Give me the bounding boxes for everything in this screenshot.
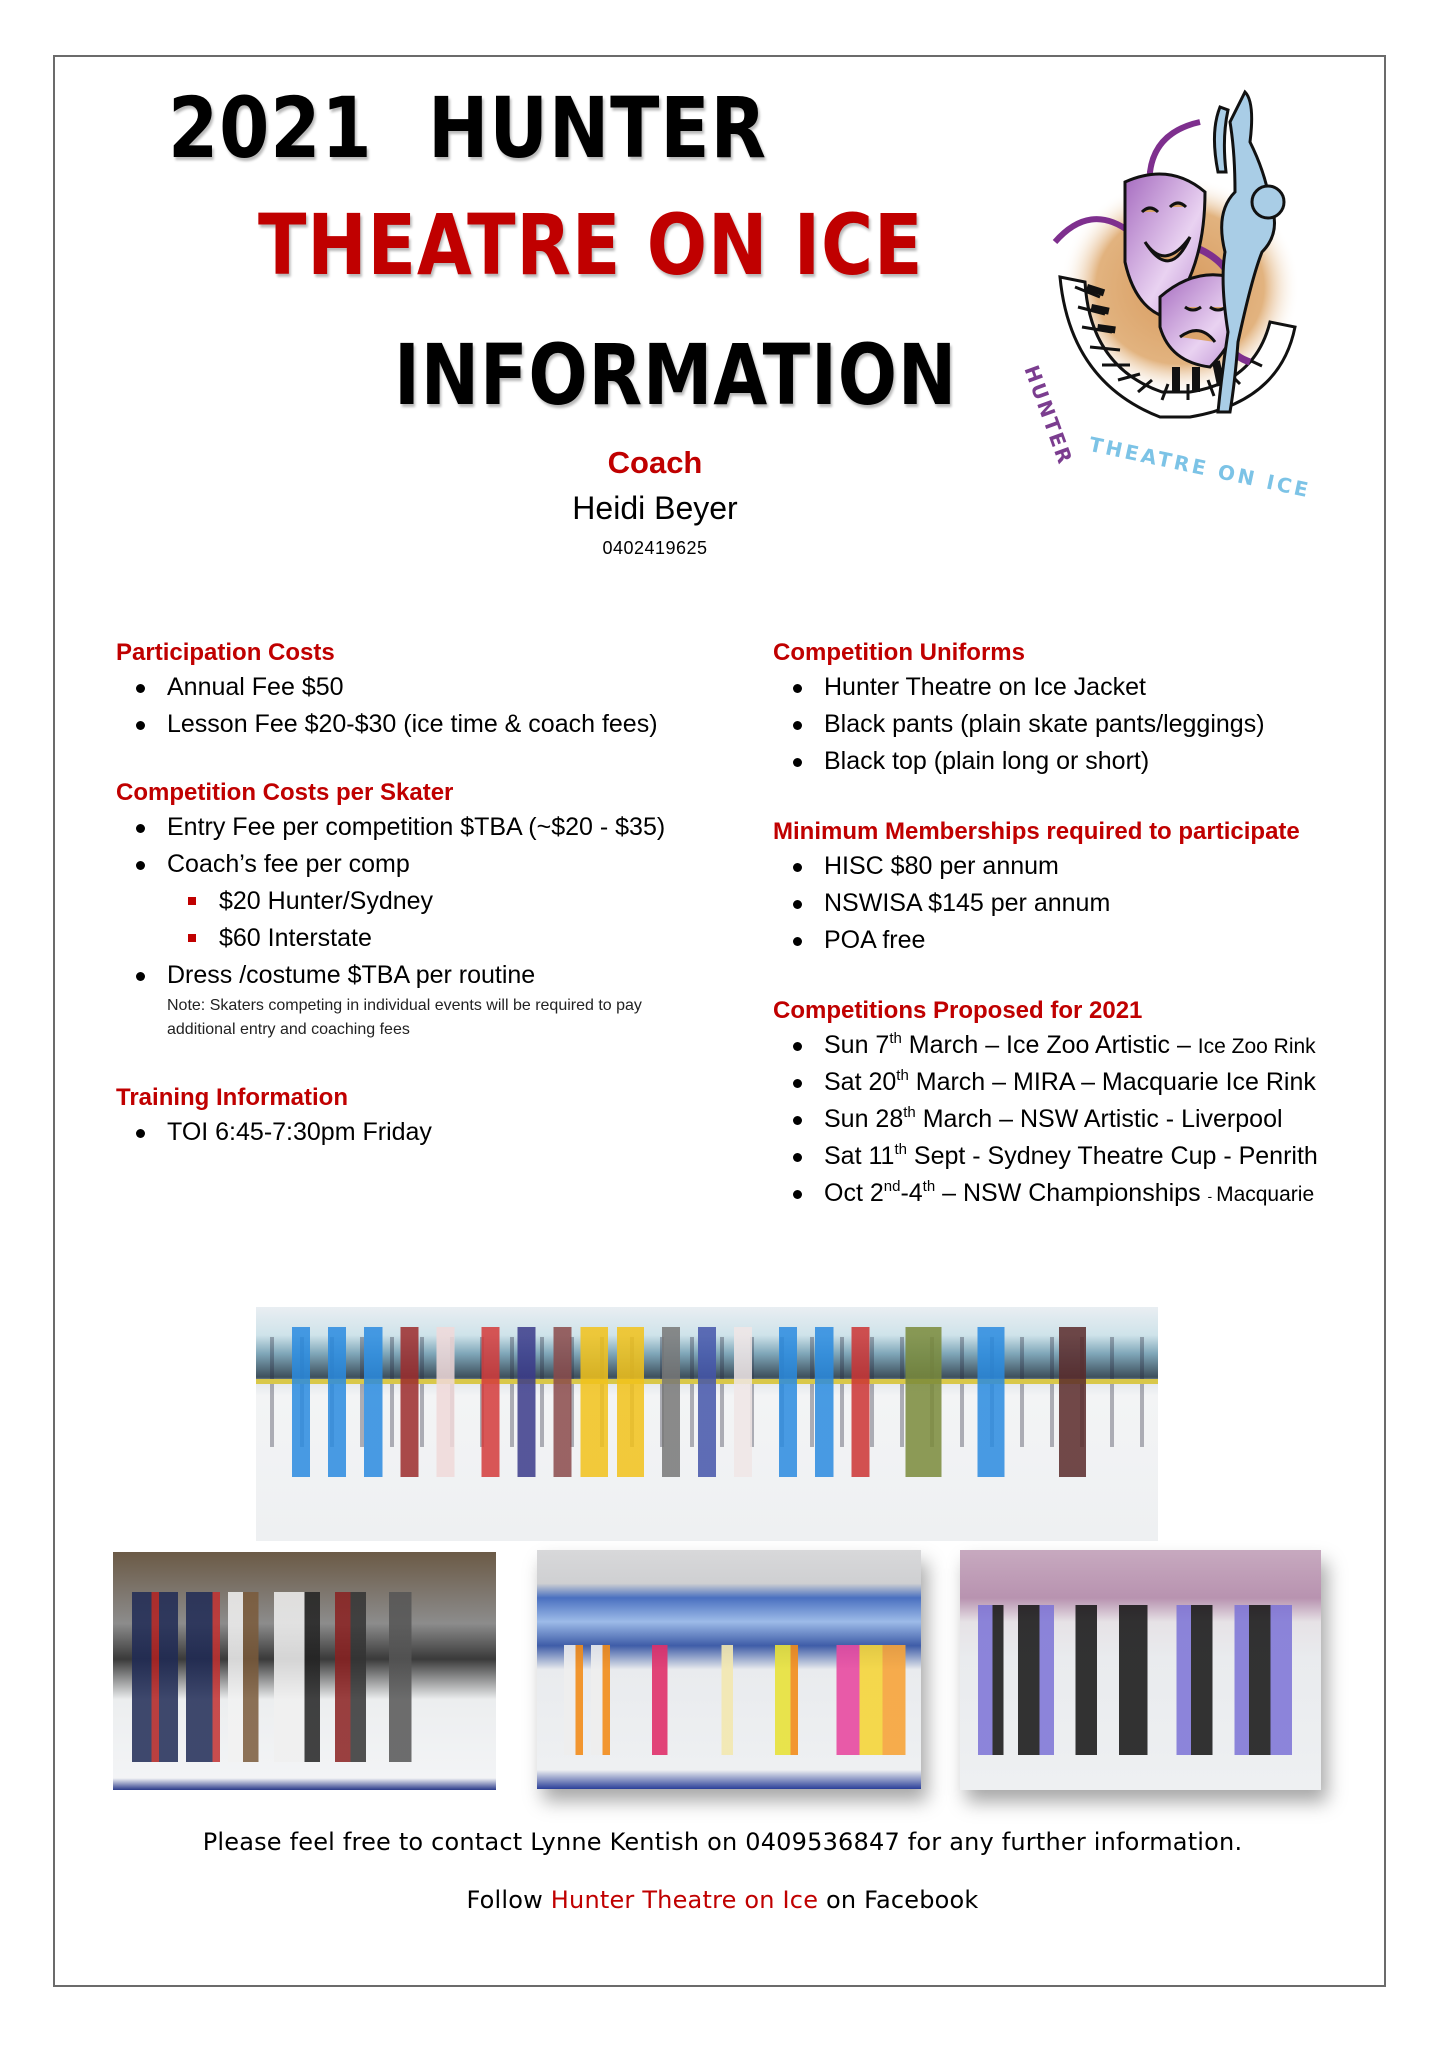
bullet-icon [793,758,802,767]
photo-purple-black-routine [960,1550,1321,1790]
list-item: Black top (plain long or short) [773,743,1373,780]
list-item: Black pants (plain skate pants/leggings) [773,706,1373,743]
photo-pirates-routine [113,1552,496,1790]
bullet-icon [793,1116,802,1125]
bullet-icon [793,1190,802,1199]
left-column [116,637,736,1151]
facebook-link[interactable]: Hunter Theatre on Ice [550,1886,819,1914]
bullet-icon [793,1079,802,1088]
heading-training-information: Training Information [116,1084,348,1111]
bullet-icon [793,863,802,872]
list-item: NSWISA $145 per annum [773,885,1373,922]
bullet-icon [793,721,802,730]
list-item: HISC $80 per annum [773,848,1373,885]
bullet-icon [793,684,802,693]
logo-text-theatre-on-ice: THEATRE ON ICE [1087,432,1314,503]
list-item: TOI 6:45-7:30pm Friday [116,1114,736,1151]
list-item: Entry Fee per competition $TBA (~$20 - $35) [116,809,736,846]
right-column [773,637,1373,1212]
photo-beach-routine [537,1550,921,1789]
logo [1019,82,1314,503]
bullet-icon [793,900,802,909]
heading-minimum-memberships: Minimum Memberships required to participate [773,818,1300,845]
heading-competition-costs: Competition Costs per Skater [116,779,454,806]
photo-group-line-finale [256,1307,1158,1541]
follow-line: Follow Hunter Theatre on Ice on Facebook [466,1886,979,1914]
competition-item: Sat 11th Sept - Sydney Theatre Cup - Penrith [773,1138,1373,1175]
square-bullet-icon [188,897,196,905]
bullet-icon [136,721,145,730]
title-information: INFORMATION [394,326,958,424]
bullet-icon [136,972,145,981]
coach-label: Coach [607,445,703,480]
list-item: Annual Fee $50 [116,669,736,706]
heading-competition-uniforms: Competition Uniforms [773,639,1025,666]
list-item: Coach’s fee per comp [116,846,736,883]
competition-item: Sun 28th March – NSW Artistic - Liverpool [773,1101,1373,1138]
title-hunter: HUNTER [428,79,767,177]
sub-list-item: $20 Hunter/Sydney [116,883,736,920]
contact-text: Please feel free to contact Lynne Kentish on 0409536847 for any further information. [202,1828,1243,1856]
competition-item: Sun 7th March – Ice Zoo Artistic – Ice Zoo Rink [773,1027,1373,1064]
square-bullet-icon [188,934,196,942]
bullet-icon [136,684,145,693]
list-item: Hunter Theatre on Ice Jacket [773,669,1373,706]
coach-name: Heidi Beyer [572,490,738,526]
heading-competitions-proposed: Competitions Proposed for 2021 [773,997,1143,1024]
bullet-icon [793,937,802,946]
list-item: POA free [773,922,1373,959]
bullet-icon [793,1042,802,1051]
bullet-icon [136,861,145,870]
coach-phone: 0402419625 [602,538,708,558]
bullet-icon [793,1153,802,1162]
note-text: Note: Skaters competing in individual events will be required to pay additional entry and coaching fees [167,997,642,1038]
sub-list-item: $60 Interstate [116,920,736,957]
heading-participation-costs: Participation Costs [116,639,335,666]
logo-text [1019,362,1314,503]
bullet-icon [136,1129,145,1138]
competition-item: Sat 20th March – MIRA – Macquarie Ice Rink [773,1064,1373,1101]
bullet-icon [136,824,145,833]
list-item: Lesson Fee $20-$30 (ice time & coach fees) [116,706,736,743]
competition-item: Oct 2nd-4th – NSW Championships - Macquarie [773,1175,1373,1212]
logo-text-hunter: HUNTER [1019,362,1078,469]
title-theatre-on-ice: THEATRE ON ICE [258,196,924,294]
title-year: 2021 [168,79,373,177]
list-item: Dress /costume $TBA per routine [116,957,736,994]
